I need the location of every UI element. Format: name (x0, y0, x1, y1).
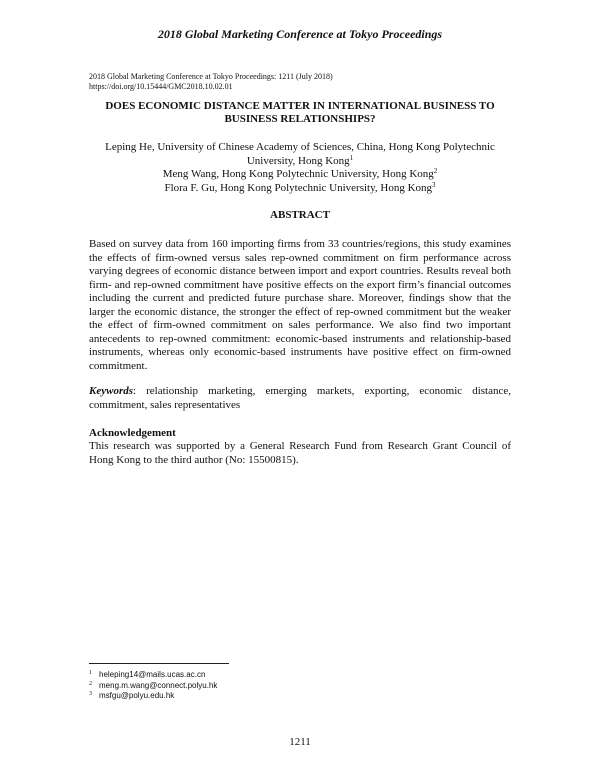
acknowledgement-heading: Acknowledgement (89, 427, 176, 439)
author-entry (89, 182, 511, 196)
citation (89, 72, 519, 92)
author-affiliation: Leping He, University of Chinese Academy of Sciences, China, Hong Kong Polytechnic University, Hong Kong (105, 141, 495, 167)
abstract-heading: ABSTRACT (270, 209, 330, 221)
acknowledgement-body: This research was supported by a General Research Fund from Research Grant Council of Hong Kong to the third author (No: 15500815). (89, 440, 511, 466)
footnote-marker[interactable]: 3 (432, 180, 436, 189)
footnotes (89, 670, 389, 702)
footnote-number: 3 (89, 691, 92, 697)
footnote-email[interactable]: msfgu@polyu.edu.hk (99, 691, 175, 700)
author-list (89, 141, 511, 195)
paper-title: DOES ECONOMIC DISTANCE MATTER IN INTERNATIONAL BUSINESS TO BUSINESS RELATIONSHIPS? (105, 100, 495, 125)
keywords (89, 385, 511, 412)
author-entry (89, 168, 511, 182)
footnote (89, 670, 389, 681)
footnote-divider (89, 663, 229, 664)
keywords-text: : relationship marketing, emerging markets, exporting, economic distance, commitment, sales representatives (89, 385, 511, 411)
footnote-email[interactable]: heleping14@mails.ucas.ac.cn (99, 670, 206, 679)
author-affiliation: Meng Wang, Hong Kong Polytechnic University, Hong Kong (162, 168, 434, 180)
footnote-marker[interactable]: 2 (433, 167, 438, 175)
footnote-number: 2 (89, 680, 92, 687)
author-affiliation: Flora F. Gu, Hong Kong Polytechnic University, Hong Kong (164, 181, 433, 194)
page-number: 1211 (289, 736, 311, 748)
author-entry (89, 141, 511, 168)
abstract-body: Based on survey data from 160 importing firms from 33 countries/regions, this study examines the effects of firm-owned versus sales rep-owned commitment on firm performance across varying degrees of economic distance between import and export countries. Results reveal both firm- and rep-owned commitment have positive effects on the export firm’s financial outcomes including the current and predicted future purchase share. Moreover, findings show that the larger the economic distance, the stronger the effect of rep-owned commitment but the weaker the effect of firm-owned commitment on sales performance. We also find two important antecedents to rep-owned commitment: economic-based instruments and relationship-based instruments, whereas only economic-based instruments have positive effect on firm-owned commitment. (89, 238, 511, 372)
footnote-number: 1 (89, 670, 92, 676)
footnote-email[interactable]: meng.m.wang@connect.polyu.hk (99, 680, 218, 690)
running-head: 2018 Global Marketing Conference at Tokyo Proceedings (157, 27, 443, 41)
footnote-marker[interactable]: 1 (349, 153, 354, 162)
doi-link[interactable]: https://doi.org/10.15444/GMC2018.10.02.01 (89, 82, 233, 91)
footnote (89, 681, 389, 692)
keywords-label: Keywords (89, 385, 133, 397)
footnote (89, 691, 389, 702)
citation-line: 2018 Global Marketing Conference at Tokyo Proceedings: 1211 (July 2018) (89, 72, 333, 81)
